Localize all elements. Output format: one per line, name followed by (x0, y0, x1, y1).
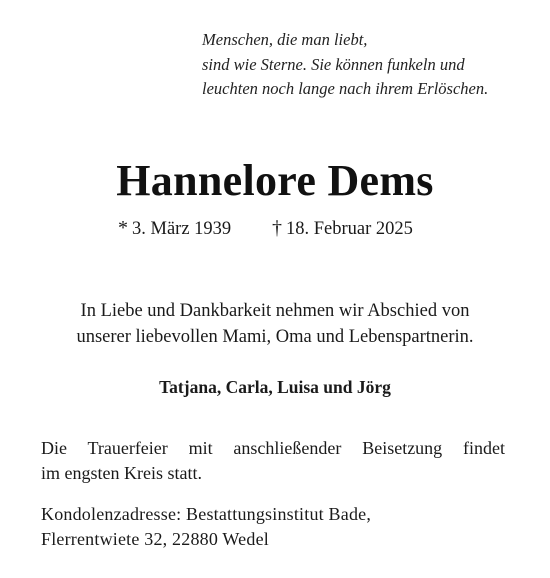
birth-date: 3. März 1939 (132, 219, 232, 239)
death-date-group (272, 214, 413, 243)
life-dates (118, 214, 458, 243)
death-date: 18. Februar 2025 (286, 219, 413, 239)
deceased-name: Hannelore Dems (116, 156, 434, 205)
family-signature: Tatjana, Carla, Luisa und Jörg (159, 377, 391, 397)
tribute-line: unserer liebevollen Mami, Oma und Lebenspartnerin. (76, 327, 474, 347)
ceremony-line: Die Trauerfeier mit anschließender Beisetzung findet (41, 438, 505, 458)
ceremony-notice (41, 436, 505, 486)
memorial-poem (202, 28, 532, 102)
birth-date-group (118, 219, 231, 239)
poem-line: Menschen, die man liebt, (202, 30, 368, 49)
address-line: Flerrentwiete 32, 22880 Wedel (41, 529, 269, 549)
ceremony-line: im engsten Kreis statt. (41, 463, 202, 483)
birth-star-symbol: * (118, 217, 128, 239)
poem-line: leuchten noch lange nach ihrem Erlöschen. (202, 79, 489, 98)
address-line: Kondolenzadresse: Bestattungsinstitut Bade, (41, 504, 372, 524)
tribute-text (0, 298, 550, 350)
poem-line: sind wie Sterne. Sie können funkeln und (202, 54, 465, 74)
tribute-line: In Liebe und Dankbarkeit nehmen wir Abschied von (80, 301, 470, 321)
death-cross-symbol: † (272, 217, 282, 239)
condolence-address (41, 502, 505, 552)
